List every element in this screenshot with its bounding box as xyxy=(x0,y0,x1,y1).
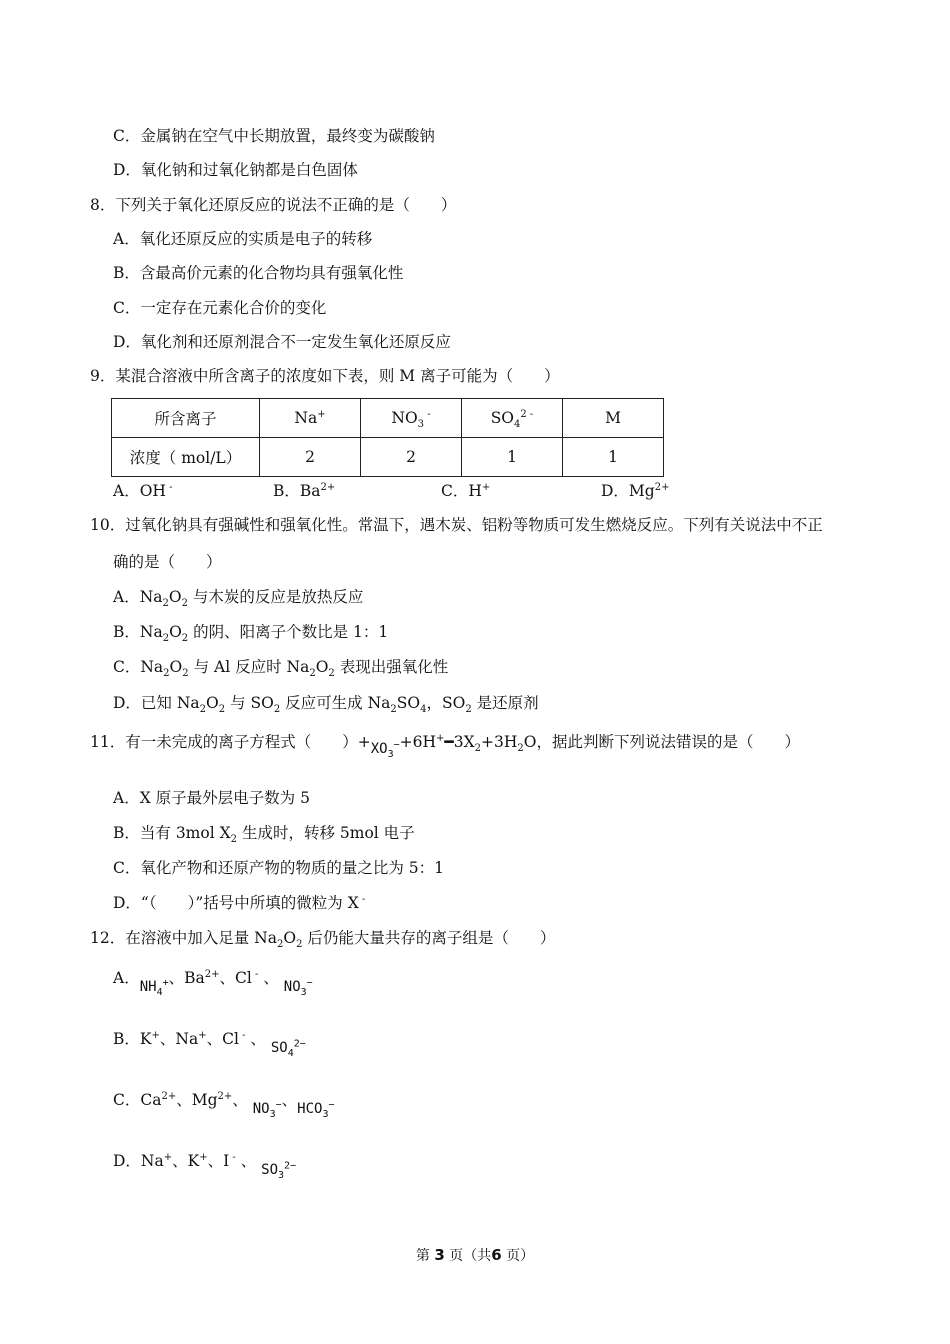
q12-stem: 12．在溶液中加入足量 $Na_2O_2$ 后仍能大量共存的离子组是（ ） xyxy=(90,929,556,951)
page-footer: 第 3 页（共6 页） xyxy=(415,1246,535,1264)
q7-option-c: C．金属钠在空气中长期放置，最终变为碳酸钠 xyxy=(113,127,435,145)
table-cell: 所含离子 xyxy=(112,399,260,438)
current-page-number: 3 xyxy=(434,1246,445,1264)
q12-option-d: D．Na+、K+、I - 、 $SO_3^{2-}$ xyxy=(113,1151,297,1181)
nitrate-ion-formula: $XO_3^-$ xyxy=(370,739,400,760)
q10-option-b: B．$Na_2O_2$ 的阴、阳离子个数比是 1：1 xyxy=(113,623,389,645)
q11-option-c: C．氧化产物和还原产物的物质的量之比为 5：1 xyxy=(113,859,445,877)
q11-option-a: A．X 原子最外层电子数为 5 xyxy=(113,789,310,807)
q8-option-b: B．含最高价元素的化合物均具有强氧化性 xyxy=(113,264,404,282)
q11-option-b: B．当有 3mol $X_2$ 生成时，转移 5mol 电子 xyxy=(113,824,415,846)
total-pages-number: 6 xyxy=(491,1246,502,1264)
table-header-row xyxy=(112,399,664,438)
q10-option-c: C．$Na_2O_2$ 与 Al 反应时 $Na_2O_2$ 表现出强氧化性 xyxy=(113,658,449,680)
q9-option-d: D．$Mg^{2+}$ xyxy=(601,481,670,500)
table-cell: 2 xyxy=(260,438,361,477)
q8-option-a: A．氧化还原反应的实质是电子的转移 xyxy=(113,230,373,248)
q12-option-a: A．$NH_4^+$、$Ba^{2+}$、Cl - 、 $NO_3^-$ xyxy=(113,968,313,998)
q10-stem-line2: 确的是（ ） xyxy=(113,553,222,571)
q9-option-c: C．H+ xyxy=(441,481,491,500)
q11-stem: 11．有一未完成的离子方程式（ ）$+XO_3^-+6H^+━3X_2+3H_2O$，据此判断下列说法错误的是（ ） xyxy=(90,732,800,760)
q10-stem-line1: 10．过氧化钠具有强碱性和强氧化性。常温下，遇木炭、铝粉等物质可发生燃烧反应。下列有关说法中不正 xyxy=(90,516,823,534)
ion-concentration-table xyxy=(111,398,664,477)
q12-option-b: B．K+、Na+、Cl - 、 $SO_4^{2-}$ xyxy=(113,1029,306,1059)
table-cell: 2 xyxy=(361,438,462,477)
q8-option-c: C．一定存在元素化合价的变化 xyxy=(113,299,327,317)
table-cell: $NO_3$ - xyxy=(361,399,462,438)
q11-option-d: D．“（ ）”括号中所填的微粒为 X - xyxy=(113,893,366,912)
q8-stem: 8．下列关于氧化还原反应的说法不正确的是（ ） xyxy=(90,196,457,214)
table-cell: 1 xyxy=(563,438,664,477)
table-row xyxy=(112,438,664,477)
table-cell: Na+ xyxy=(260,399,361,438)
table-cell: M xyxy=(563,399,664,438)
q9-stem: 9．某混合溶液中所含离子的浓度如下表，则 M 离子可能为（ ） xyxy=(90,367,560,385)
table-cell: 浓度（ mol/L） xyxy=(112,438,260,477)
q12-option-c: C．$Ca^{2+}$、$Mg^{2+}$、 $NO_3^-$、$HCO_3^-$ xyxy=(113,1090,335,1120)
q7-option-d: D．氧化钠和过氧化钠都是白色固体 xyxy=(113,161,358,179)
table-cell: 1 xyxy=(462,438,563,477)
table-cell: $SO_4^{2 -}$ xyxy=(462,399,563,438)
q10-option-d: D．已知 $Na_2O_2$ 与 $SO_2$ 反应可生成 $Na_2SO_4$，$SO_2$ 是还原剂 xyxy=(113,694,539,716)
q10-option-a: A．$Na_2O_2$ 与木炭的反应是放热反应 xyxy=(113,588,364,610)
q8-option-d: D．氧化剂和还原剂混合不一定发生氧化还原反应 xyxy=(113,333,451,351)
q9-option-b: B．$Ba^{2+}$ xyxy=(273,481,336,500)
q9-option-a: A．OH - xyxy=(113,481,173,500)
